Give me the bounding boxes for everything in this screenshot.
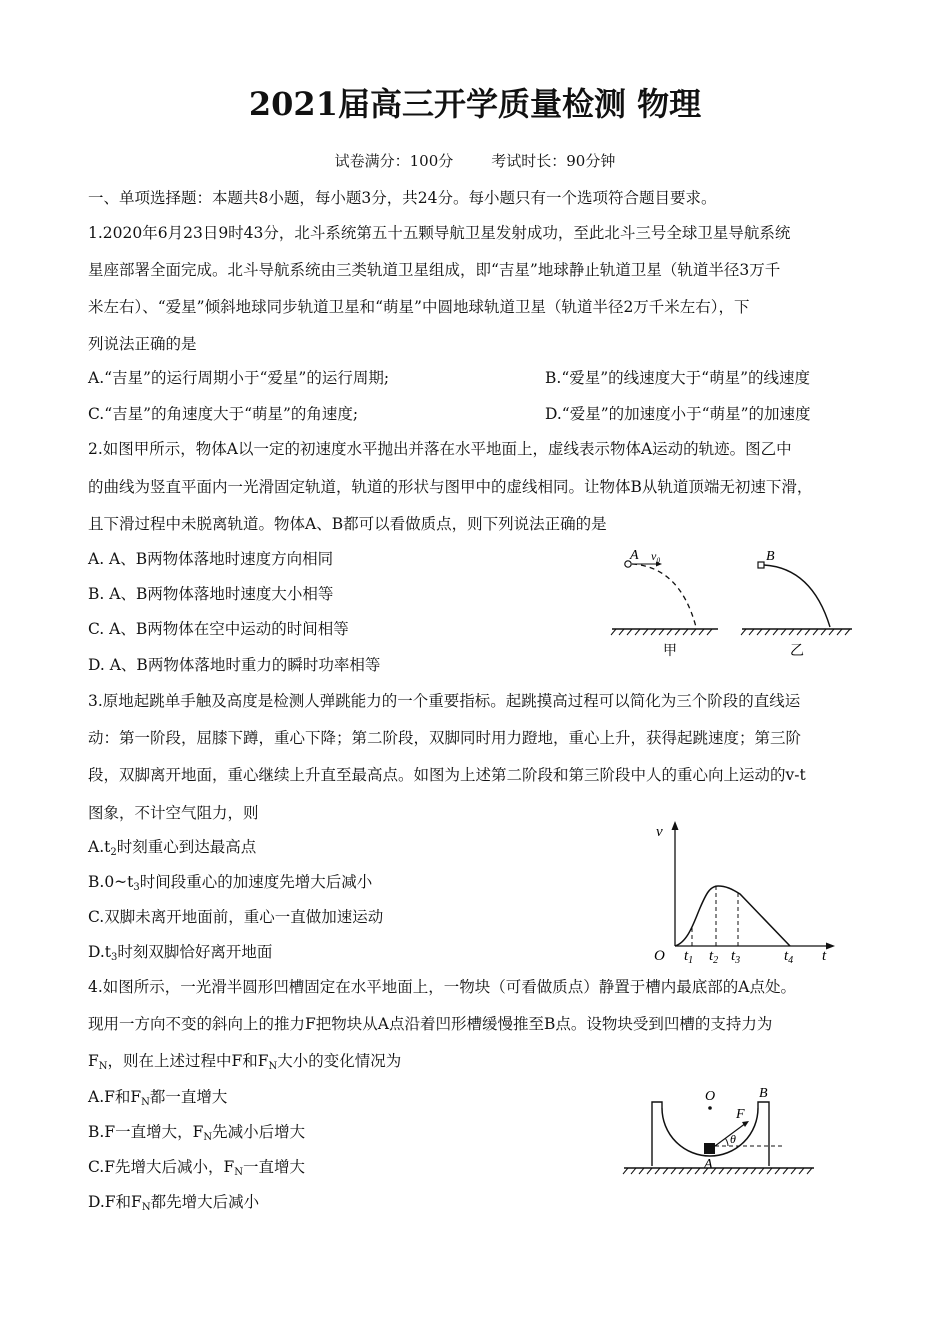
- full-score: 试卷满分：100分: [334, 152, 454, 170]
- ground-hatch-right: [741, 629, 850, 635]
- label-a: A: [704, 1157, 713, 1172]
- block: [704, 1143, 715, 1154]
- q4-stem-line-2: 现用一方向不变的斜向上的推力F把物块从A点沿着凹形槽缓慢推至B点。设物块受到凹槽的支持力为: [88, 1015, 773, 1033]
- tick-t4: $t_4$: [784, 948, 794, 966]
- q2-stem-line-1: 2.如图甲所示，物体A以一定的初速度水平抛出并落在水平地面上，虚线表示物体A运动的轨迹。图乙中: [88, 440, 792, 458]
- groove-right-wall: [758, 1102, 769, 1166]
- section-heading: 一、单项选择题：本题共8小题，每小题3分，共24分。每小题只有一个选项符合题目要求。: [88, 189, 717, 207]
- caption-yi: 乙: [790, 644, 804, 659]
- q1-option-a: A.“吉星”的运行周期小于“爱星”的运行周期;: [88, 369, 390, 387]
- groove-walls: [652, 1102, 662, 1166]
- q1-option-c: C.“吉星”的角速度大于“萌星”的角速度;: [88, 405, 359, 423]
- caption-jia: 甲: [663, 644, 677, 659]
- duration: 考试时长：90分钟: [491, 152, 616, 170]
- q3-option-b: $B.0\sim t_3$时间段重心的加速度先增大后减小: [88, 873, 373, 893]
- q3-stem-line-3: 段，双脚离开地面，重心继续上升直至最高点。如图为上述第二阶段和第三阶段中人的重心向上运动的v-t: [88, 766, 806, 784]
- center-point: [708, 1106, 712, 1110]
- tick-t3: $t_3$: [731, 948, 741, 966]
- q4-option-b: B.F一直增大，$F_N$先减小后增大: [88, 1123, 306, 1143]
- ground-hatch-left: [611, 629, 712, 635]
- label-a: A: [630, 548, 639, 563]
- label-b: B: [759, 1086, 768, 1101]
- q2-stem-line-2: 的曲线为竖直平面内一光滑固定轨道，轨道的形状与图甲中的虚线相同。让物体B从轨道顶端无初速下滑，: [88, 478, 813, 496]
- q4-option-c: C.F先增大后减小，$F_N$一直增大: [88, 1158, 306, 1178]
- object-b-block: [758, 562, 764, 568]
- q1-stem-line-3: 米左右）、“爱星”倾斜地球同步轨道卫星和“萌星”中圆地球轨道卫星（轨道半径2万千米左右），下: [88, 298, 750, 316]
- q3-stem-line-2: 动：第一阶段，屈膝下蹲，重心下降；第二阶段，双脚同时用力蹬地，重心上升，获得起跳速度；第三阶: [88, 729, 802, 747]
- q1-stem-line-1: 1.2020年6月23日9时43分，北斗系统第五十五颗导航卫星发射成功，至此北斗三号全球卫星导航系统: [88, 224, 791, 242]
- x-axis-arrow: [826, 943, 835, 950]
- label-o: O: [705, 1089, 716, 1104]
- q2-option-a: A. A、B两物体落地时速度方向相同: [88, 550, 334, 568]
- q4-stem-line-1: 4.如图所示，一光滑半圆形凹槽固定在水平地面上，一物块（可看做质点）静置于槽内最底部的A点处。: [88, 978, 796, 996]
- y-axis-arrow: [672, 821, 679, 830]
- y-axis-label: v: [656, 824, 663, 840]
- q2-option-b: B. A、B两物体落地时速度大小相等: [88, 585, 334, 603]
- q4-option-d: D.F和$F_N$都先增大后减小: [88, 1193, 260, 1213]
- q4-figure: [618, 1080, 818, 1185]
- label-f: F: [736, 1107, 745, 1122]
- q1-stem-line-4: 列说法正确的是: [88, 335, 197, 353]
- q2-option-d: D. A、B两物体落地时重力的瞬时功率相等: [88, 656, 381, 674]
- trajectory-dashed: [632, 564, 696, 627]
- angle-arc: [726, 1139, 729, 1147]
- q2-figure-jia: [611, 548, 718, 659]
- track-curve: [764, 565, 830, 627]
- q2-figure: [608, 545, 858, 660]
- q3-option-d: $D.t_3$时刻双脚恰好离开地面: [88, 943, 273, 963]
- q3-option-a: $A.t_2$时刻重心到达最高点: [88, 838, 257, 858]
- q3-stem-line-1: 3.原地起跳单手触及高度是检测人弹跳能力的一个重要指标。起跳摸高过程可以简化为三个阶段的直线运: [88, 692, 801, 710]
- exam-meta: [0, 150, 950, 171]
- q2-figure-yi: [741, 549, 852, 659]
- q3-stem-line-4: 图象，不计空气阻力，则: [88, 804, 259, 822]
- q1-option-d: D.“爱星”的加速度小于“萌星”的加速度: [545, 405, 811, 423]
- q3-vt-graph: [650, 818, 845, 968]
- label-theta: θ: [730, 1132, 736, 1146]
- ground-hatch: [623, 1168, 812, 1174]
- x-axis-label: t: [822, 948, 827, 964]
- q1-option-b: B.“爱星”的线速度大于“萌星”的线速度: [545, 369, 811, 387]
- q1-stem-line-2: 星座部署全面完成。北斗导航系统由三类轨道卫星组成，即“吉星”地球静止轨道卫星（轨道半径3万千: [88, 261, 781, 279]
- label-b: B: [766, 549, 775, 564]
- label-v0: v₀: [651, 549, 661, 563]
- q2-stem-line-3: 且下滑过程中未脱离轨道。物体A、B都可以看做质点，则下列说法正确的是: [88, 515, 607, 533]
- tick-t1: $t_1$: [684, 948, 694, 966]
- q4-option-a: A.F和$F_N$都一直增大: [88, 1088, 228, 1108]
- q4-stem-line-3: $F_N$，则在上述过程中F和$F_N$大小的变化情况为: [88, 1052, 402, 1072]
- origin-label: O: [654, 948, 665, 964]
- q2-option-c: C. A、B两物体在空中运动的时间相等: [88, 620, 349, 638]
- tick-t2: $t_2$: [709, 948, 719, 966]
- page-title: 2021届高三开学质量检测 物理: [248, 85, 702, 123]
- q3-option-c: C.双脚未离开地面前，重心一直做加速运动: [88, 908, 384, 926]
